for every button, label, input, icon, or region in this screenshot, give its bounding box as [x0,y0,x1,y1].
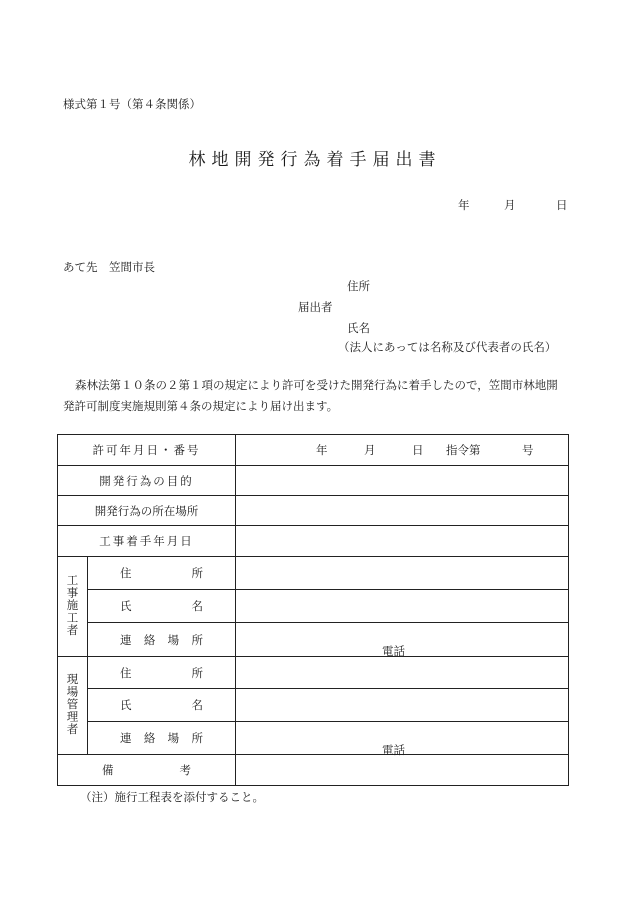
start-date-label: 工事着手年月日 [58,526,236,557]
row-purpose [58,466,569,496]
declaration-text: 森林法第１０条の２第１項の規定により許可を受けた開発行為に着手したので，笠間市林地開発許可制度実施規則第４条の規定により届け出ます。 [63,378,558,413]
row-contractor-contact [58,623,569,657]
contractor-group-cell [58,557,88,657]
permit-day: 日 [412,443,424,457]
reporter-name-label: 氏名 [347,321,370,335]
manager-address-value[interactable] [236,657,569,689]
contractor-address-value[interactable] [236,557,569,590]
contractor-contact-value[interactable] [236,623,569,657]
permit-instruction: 指令第 [446,443,481,457]
manager-contact-value[interactable] [236,722,569,755]
purpose-label: 開発行為の目的 [58,466,236,496]
permit-month: 月 [364,443,376,457]
location-label: 開発行為の所在場所 [58,496,236,526]
row-manager-address [58,657,569,689]
permit-year: 年 [316,443,328,457]
manager-phone-label: 電話 [382,743,405,757]
reporter-address-label: 住所 [347,279,370,293]
purpose-value-cell[interactable] [236,466,569,496]
manager-name-label: 氏名 [88,689,236,722]
date-day: 日 [556,198,568,212]
document-title: 林地開発行為着手届出書 [188,150,442,170]
row-contractor-name [58,590,569,623]
row-contractor-address [58,557,569,590]
contractor-address-label: 住所 [88,557,236,590]
permit-value-cell[interactable] [236,435,569,466]
form-number: 様式第１号（第４条関係） [63,97,201,111]
contractor-contact-label: 連絡場所 [88,623,236,657]
contractor-phone-label: 電話 [382,644,405,658]
manager-group-label: 現場管理者 [65,672,80,736]
row-permit [58,435,569,466]
manager-address-label: 住所 [88,657,236,689]
date-month: 月 [504,198,516,212]
row-remarks [58,755,569,786]
addressee: あて先 笠間市長 [63,260,155,274]
contractor-group-label: 工事施工者 [65,573,80,637]
date-year: 年 [458,198,470,212]
remarks-label: 備考 [58,755,236,786]
row-start-date [58,526,569,557]
row-manager-name [58,689,569,722]
remarks-value[interactable] [236,755,569,786]
reporter-label: 届出者 [298,300,333,314]
permit-number: 号 [522,443,534,457]
manager-contact-label: 連絡場所 [88,722,236,755]
report-form-table [57,434,569,786]
start-date-value-cell[interactable] [236,526,569,557]
row-location [58,496,569,526]
footnote: （注）施行工程表を添付すること。 [80,790,264,804]
contractor-name-value[interactable] [236,590,569,623]
location-value-cell[interactable] [236,496,569,526]
permit-label: 許可年月日・番号 [58,435,236,466]
manager-name-value[interactable] [236,689,569,722]
date-line [458,197,568,213]
row-manager-contact [58,722,569,755]
contractor-name-label: 氏名 [88,590,236,623]
manager-group-cell [58,657,88,755]
reporter-name-note: （法人にあっては名称及び代表者の氏名） [338,340,557,354]
